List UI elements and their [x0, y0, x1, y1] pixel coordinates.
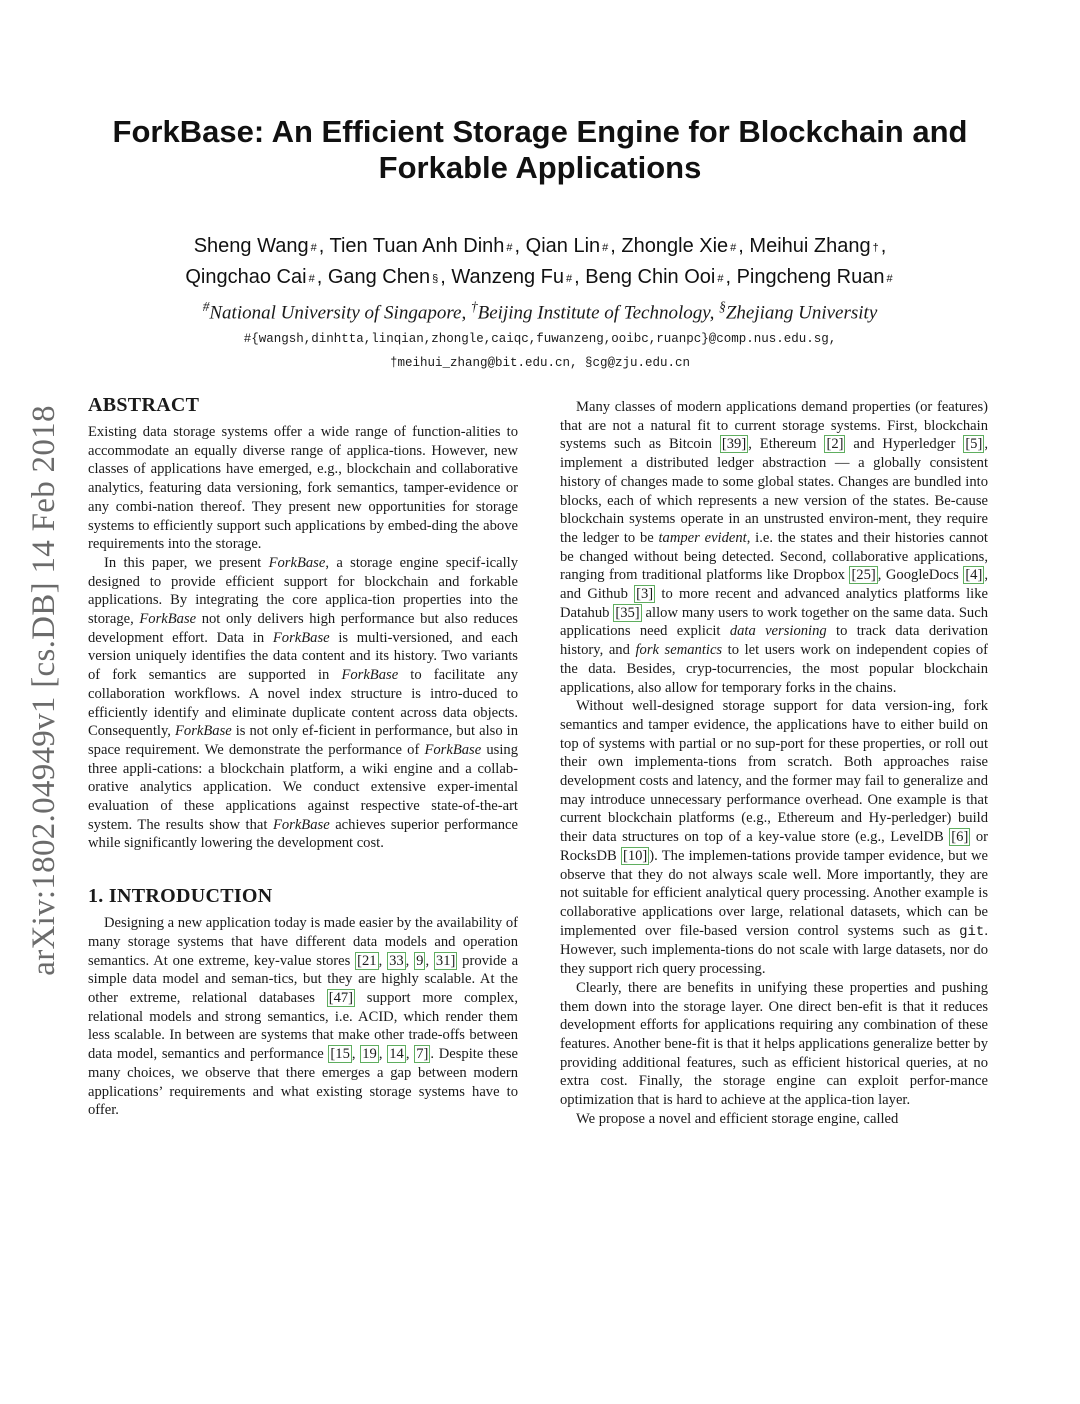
citation-link[interactable]: [5] — [965, 436, 983, 453]
author-name: Qian Lin — [525, 235, 601, 257]
citation-link[interactable]: [10] — [622, 847, 648, 864]
citation-link[interactable]: 19 — [362, 1046, 377, 1063]
affiliation-mark: # — [506, 242, 513, 254]
paper-title — [60, 114, 1020, 186]
emphasis-text: ForkBase — [268, 554, 326, 571]
emphasis-text: ForkBase — [341, 667, 399, 684]
email-line-1: #{wangsh,dinhtta,linqian,zhongle,caiqc,fuwanzeng,ooibc,ruanpc}@comp.nus.edu.sg, — [243, 332, 837, 346]
code-text: git — [959, 923, 985, 940]
author-name: Wanzeng Fu — [451, 266, 565, 288]
affiliation-mark: § — [432, 273, 439, 285]
author-name: Pingcheng Ruan — [736, 266, 885, 288]
emphasis-text: ForkBase — [272, 629, 330, 646]
author-line-2: Qingchao Cai # , Gang Chen § , Wanzeng Fu # , Beng Chin Ooi # , Pingcheng Ruan # — [185, 266, 893, 288]
author-name: Meihui Zhang — [749, 235, 871, 257]
introduction-heading: 1. INTRODUCTION — [88, 885, 273, 908]
paper-title-line-1: ForkBase: An Efficient Storage Engine for Blockchain and — [112, 114, 968, 149]
emphasis-text: tamper evident — [658, 529, 747, 546]
citation-link[interactable]: 33 — [389, 952, 404, 969]
author-name: Sheng Wang — [193, 235, 309, 257]
citation-link[interactable]: [4] — [965, 567, 983, 584]
affiliation-mark: # — [308, 273, 315, 285]
emphasis-text: ForkBase — [424, 741, 482, 758]
author-name: Gang Chen — [327, 266, 431, 288]
paragraph: Many classes of modern applications demand properties (or features) that are not a natural fit to current storage systems. First, blockchain systems such as Bitcoin [39] , Ethereum [2] and Hyperledger [5] , implement a distributed ledger abstraction — a globally consistent history of changes made to some global states. Changes are bundled into blocks, each of which represents a new version of the states. Be-cause blockchain systems operate in an unstrusted environ-ment, they require the ledger to be tamper evident, i.e. the states and their histories cannot be changed without being detected. Second, collaborative applications, ranging from traditional platforms like Dropbox [25] , GoogleDocs [4] , and Github [3] to more recent and advanced analytics platforms like Datahub [35] allow many users to work together on the same data. Such applications need explicit data versioning to track data derivation history, and fork semantics to let users work on independent copies of the data. Besides, cryp-tocurrencies, the most popular blockchain applications, also allow for temporary forks in the chains. — [560, 399, 989, 696]
author-name: Zhongle Xie — [621, 235, 729, 257]
citation-link[interactable]: [21 — [357, 952, 377, 969]
arxiv-identifier-stamp: arXiv:1802.04949v1 [cs.DB] 14 Feb 2018 — [25, 404, 62, 976]
citation-link[interactable]: [15 — [330, 1046, 350, 1063]
emphasis-text: fork semantics — [635, 642, 723, 659]
paragraph: Designing a new application today is made easier by the availability of many storage systems that have different data models and operation semantics. At one extreme, key-value stores [21 , 33 , 9 , 31] provide a simple data model and seman-tics, but they are highly scalable. At the other extreme, relational databases [47] support more complex, relational models and strong semantics, i.e. ACID, which render them less scalable. In between are systems that make other trade-offs between data model, semantics and performance [15 , 19 , 14 , 7] . Despite these many choices, we observe that there emerges a gap between modern applications’ requirements and what existing storage systems have to offer. — [88, 915, 519, 1119]
citation-link[interactable]: [39] — [721, 436, 747, 453]
paragraph: Without well-designed storage support for data version-ing, fork semantics and tamper evidence, the applications have to either build on top of systems with partial or no sup-port for these properties, or roll out their own implementa-tions from scratch. Both approaches raise development costs and latency, and the former may fail to generalize and may introduce unnecessary performance overhead. One example is that current blockchain platforms (e.g., Ethereum and Hy-perledger) build their data structures on top of a key-value store (e.g., LevelDB [6] or RocksDB [10] ). The implemen-tations provide tamper evidence, but we observe that they do not always scale well. More importantly, they are not suitable for efficient analytical query processing. Another example is collaborative applications over large, relational datasets, which can be implemented over file-based version control systems such as git. However, such implementa-tions do not scale with large datasets, nor do they support rich query processing. — [560, 698, 989, 978]
affiliations — [80, 294, 1000, 326]
citation-link[interactable]: [25] — [851, 567, 876, 584]
citation-link[interactable]: 9 — [416, 952, 424, 969]
affiliation-mark: # — [886, 273, 893, 285]
author-emails — [80, 327, 1000, 375]
affiliation-mark: # — [717, 273, 724, 285]
abstract-body — [88, 423, 518, 853]
author-list — [80, 232, 1000, 294]
emphasis-text: ForkBase — [174, 723, 232, 740]
author-name: Tien Tuan Anh Dinh — [329, 235, 505, 257]
affiliation-mark: † — [872, 242, 879, 254]
paragraph: Clearly, there are benefits in unifying these properties and pushing them down into the storage layer. One direct ben-efit is that it reduces development efforts for applications requiring any combination of these features. Another bene-fit is that it helps applications generalize better by providing additional features, such as efficient historical queries, at no extra cost. Finally, the storage engine can exploit perfor-mance optimization that is hard to achieve at the applica-tion layer. — [560, 979, 988, 1109]
affiliation-mark: # — [730, 242, 737, 254]
author-line-1: Sheng Wang # , Tien Tuan Anh Dinh # , Qian Lin # , Zhongle Xie # , Meihui Zhang † , — [193, 235, 887, 257]
affiliation-mark: # — [566, 273, 573, 285]
author-name: Beng Chin Ooi — [585, 266, 716, 288]
affiliation-mark: † — [470, 299, 478, 314]
citation-link[interactable]: 7] — [416, 1046, 429, 1063]
abstract-heading: ABSTRACT — [88, 394, 200, 416]
emphasis-text: ForkBase — [272, 816, 330, 833]
citation-link[interactable]: [47] — [328, 989, 354, 1006]
emphasis-text: data versioning — [729, 623, 827, 640]
affiliation-mark: # — [310, 242, 317, 254]
email-line-2: †meihui_zhang@bit.edu.cn, §cg@zju.edu.cn — [389, 356, 691, 370]
paper-title-line-2: Forkable Applications — [378, 150, 702, 185]
paragraph: We propose a novel and efficient storage engine, called — [576, 1110, 899, 1127]
affiliation-name: Zhejiang University — [725, 302, 878, 324]
author-name: Qingchao Cai — [185, 266, 307, 288]
introduction-body-left — [88, 914, 518, 1120]
paragraph: Existing data storage systems offer a wide range of function-alities to accommodate an equally diverse range of applica-tions. However, new classes of applications have emerged, e.g., blockchain and collaborative analytics, featuring data versioning, fork semantics, tamper-evidence or any combi-nation thereof. They present new opportunities for storage systems to efficiently support such applications by embed-ding the above requirements into the storage. — [88, 424, 518, 553]
citation-link[interactable]: [6] — [951, 829, 969, 846]
citation-link[interactable]: [35] — [615, 604, 640, 621]
affiliation-name: Beijing Institute of Technology, — [477, 302, 715, 324]
citation-link[interactable]: [2] — [826, 436, 844, 453]
left-column — [88, 394, 518, 1120]
citation-link[interactable]: [3] — [636, 586, 654, 603]
affiliation-mark: § — [719, 299, 726, 314]
emphasis-text: ForkBase — [139, 611, 197, 628]
affiliation-mark: # — [202, 299, 210, 314]
introduction-body-right — [560, 398, 988, 1128]
citation-link[interactable]: 31] — [435, 952, 456, 969]
paragraph: In this paper, we present ForkBase, a storage engine specif-ically designed to provide efficient support for blockchain and forkable applications. By integrating the core applica-tion properties into the storage, ForkBase not only delivers high performance but also reduces development effort. Data in ForkBase is multi-versioned, and each version uniquely identifies the data content and its history. Two variants of fork semantics are supported in ForkBase to facilitate any collaboration workflows. A novel index structure is intro-duced to efficiently identify and eliminate duplicate content across data objects. Consequently, ForkBase is not only ef-ficient in performance, but also in space requirement. We demonstrate the performance of ForkBase using three appli-cations: a blockchain platform, a wiki engine and a collab-orative analytics application. We conduct extensive exper-imental evaluation of these applications against respective state-of-the-art system. The results show that ForkBase achieves superior performance while significantly lowering the development cost. — [88, 554, 519, 852]
affiliation-mark: # — [602, 242, 609, 254]
affiliation-name: National University of Singapore, — [209, 302, 467, 324]
right-column — [560, 398, 988, 1128]
citation-link[interactable]: 14 — [389, 1046, 404, 1063]
